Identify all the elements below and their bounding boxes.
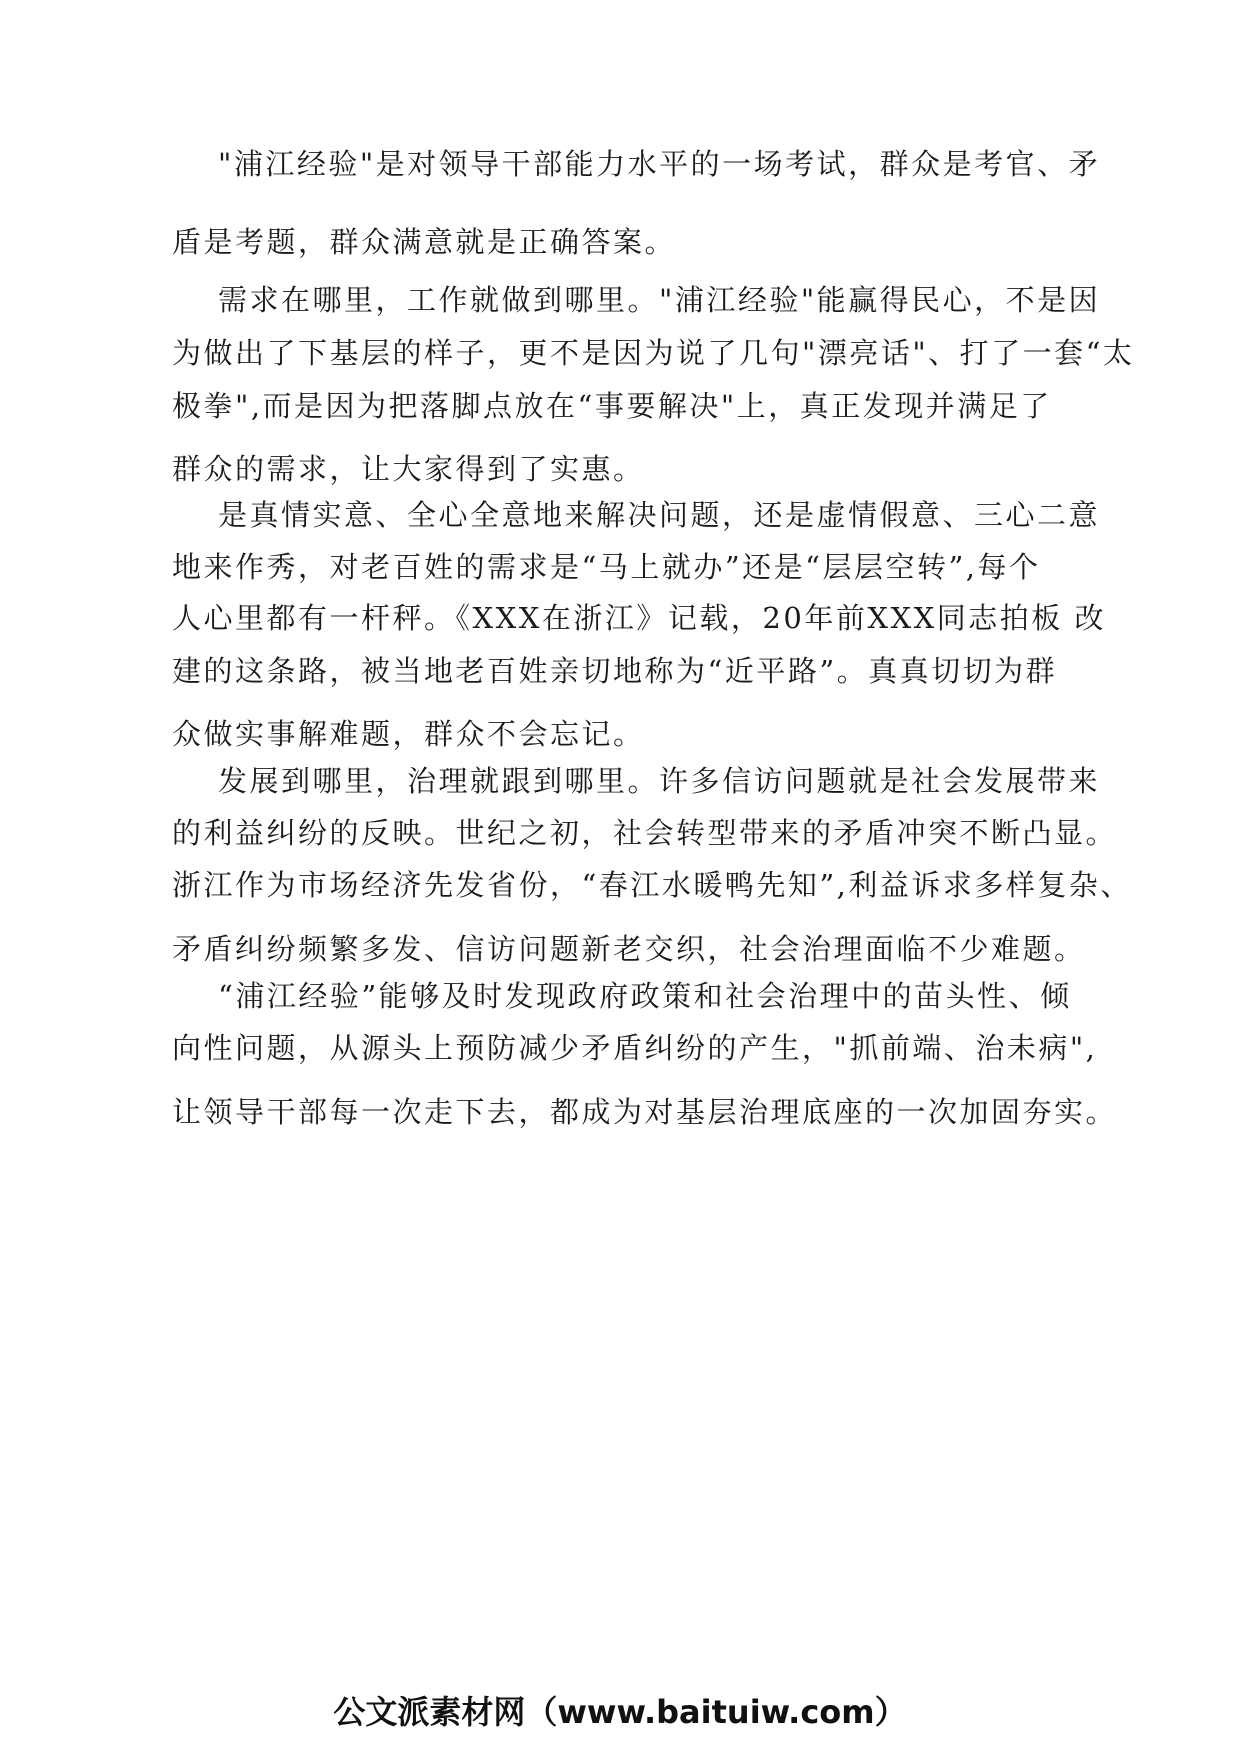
paragraph-line-3: 需求在哪里，工作就做到哪里。"浦江经验"能赢得民心，不是因 — [218, 283, 1101, 317]
paragraph-line-13: 的利益纠纷的反映。世纪之初，社会转型带来的矛盾冲突不断凸显。 — [172, 816, 1118, 850]
paragraph-line-18: 让领导干部每一次走下去，都成为对基层治理底座的一次加固夯实。 — [172, 1095, 1118, 1129]
paragraph-line-8: 地来作秀，对老百姓的需求是“马上就办”还是“层层空转”,每个 — [172, 550, 1041, 584]
paragraph-line-5: 极拳",而是因为把落脚点放在“事要解决"上，真正发现并满足了 — [172, 389, 1052, 423]
paragraph-line-10: 建的这条路，被当地老百姓亲切地称为“近平路”。真真切切为群 — [172, 654, 1058, 688]
paragraph-line-11: 众做实事解难题，群众不会忘记。 — [172, 717, 645, 751]
paragraph-line-12: 发展到哪里，治理就跟到哪里。许多信访问题就是社会发展带来 — [218, 764, 1101, 798]
paragraph-line-9: 人心里都有一杆秤。《XXX在浙江》记载，20年前XXX同志拍板 改 — [172, 601, 1106, 635]
paragraph-line-7: 是真情实意、全心全意地来解决问题，还是虚情假意、三心二意 — [218, 498, 1101, 532]
footer-source-watermark: 公文派素材网（www.baituiw.com） — [333, 1693, 907, 1731]
paragraph-line-6: 群众的需求，让大家得到了实惠。 — [172, 452, 645, 486]
paragraph-line-2: 盾是考题，群众满意就是正确答案。 — [172, 225, 677, 259]
paragraph-line-4: 为做出了下基层的样子，更不是因为说了几句"漂亮话"、打了一套“太 — [172, 336, 1135, 370]
paragraph-line-14: 浙江作为市场经济先发省份，“春江水暖鸭先知”,利益诉求多样复杂、 — [172, 868, 1132, 902]
paragraph-line-16: “浦江经验”能够及时发现政府政策和社会治理中的苗头性、倾 — [218, 979, 1072, 1013]
paragraph-line-1: "浦江经验"是对领导干部能力水平的一场考试，群众是考官、矛 — [218, 147, 1101, 181]
paragraph-line-15: 矛盾纠纷频繁多发、信访问题新老交织，社会治理面临不少难题。 — [172, 932, 1086, 966]
paragraph-line-17: 向性问题，从源头上预防减少矛盾纠纷的产生，"抓前端、治未病", — [172, 1031, 1098, 1065]
